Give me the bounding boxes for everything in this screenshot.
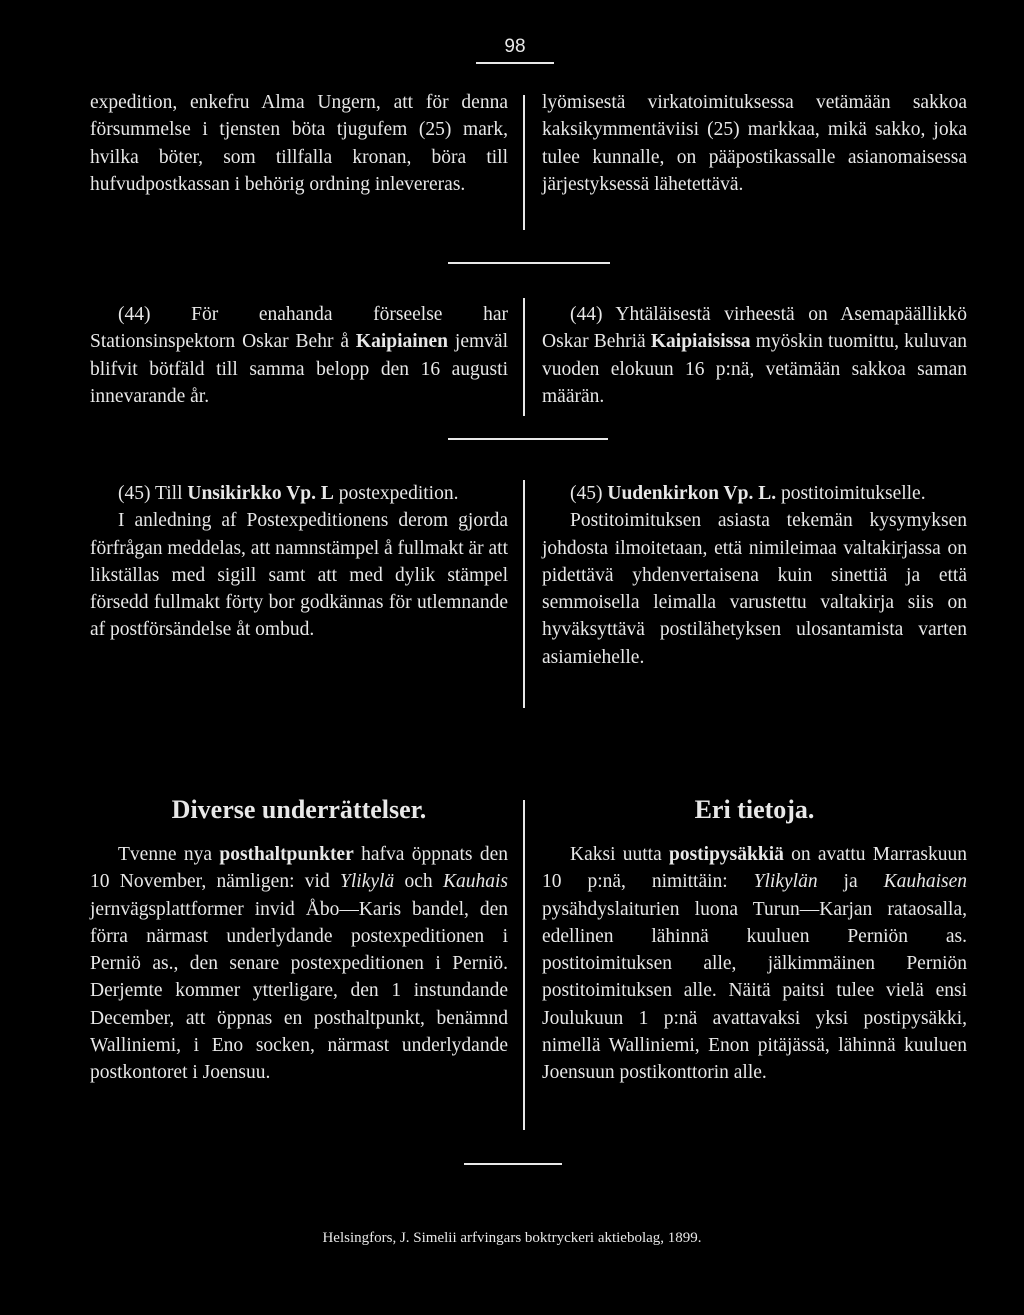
misc-fi	[542, 841, 967, 1087]
misc-sv-t3: hafva öppnats den 10 November, nämligen: vid	[90, 844, 508, 893]
misc-fi-place-2: Kauhaisen	[883, 871, 967, 893]
heading-sv: Diverse underrättelser.	[171, 795, 427, 824]
misc-sv	[90, 841, 508, 1087]
page-number-rule	[476, 62, 554, 64]
misc-sv-place-2: Kauhais	[443, 871, 509, 893]
section-45-sv-number: (45) Till	[118, 483, 188, 504]
vertical-divider-4	[523, 800, 525, 1130]
misc-fi-place-1: Ylikylän	[753, 871, 818, 893]
section-45-sv-title	[90, 480, 508, 507]
section-44-sv-lead: (44) För enahanda förseelse har Stationsinspektorn Oskar Behr å	[90, 304, 508, 353]
section-1-sv	[90, 89, 508, 198]
misc-sv-t5: och	[394, 871, 443, 893]
section-44-sv-place: Kaipiainen	[355, 331, 449, 353]
printer-footer: Helsingfors, J. Simelii arfvingars boktryckeri aktiebolag, 1899.	[322, 1230, 702, 1246]
section-1-fi	[542, 89, 967, 198]
misc-fi-t5: ja	[817, 871, 884, 893]
section-45-sv-title-text: Unsikirkko Vp. L	[187, 483, 334, 504]
section-44-sv-rest: jemväl blifvit bötfäld till samma belopp den 16 augusti innevarande år.	[90, 331, 508, 407]
misc-fi-text	[542, 841, 967, 1087]
section-44-fi-lead: (44) Yhtäläisestä virheestä on Asemapäällikkö Oskar Behriä	[542, 304, 967, 353]
section-44-fi	[542, 301, 967, 410]
misc-sv-text	[90, 841, 508, 1087]
section-45-fi-title-text: Uudenkirkon Vp. L.	[607, 483, 777, 504]
section-45-fi	[542, 480, 967, 671]
misc-fi-t3: on avattu Marraskuun 10 p:nä, nimittäin:	[542, 844, 967, 893]
section-44-fi-rest: myöskin tuomittu, kuluvan vuoden elokuun 16 p:nä, vetämään sakkoa saman määrän.	[542, 331, 967, 407]
misc-sv-bold-term: posthaltpunkter	[219, 844, 354, 865]
section-44-sv-text	[90, 301, 508, 410]
misc-sv-t7: jernvägsplattformer invid Åbo—Karis bandel, den förra närmast underlydande postexpeditionen i Perniö as., den senare postexpeditionen i Perniö. Derjemte kommer ytterligare, den 1 instundande December, att öppnas en posthaltpunkt, benämnd Walliniemi, i Eno socken, närmast underlydande postkontoret i Joensuu.	[90, 898, 508, 1084]
section-45-fi-body: Postitoimituksen asiasta tekemän kysymyksen johdosta ilmoitetaan, että nimileimaa valtakirjassa on pidettävä yhdenvertaisena kuin sinettiä ja että semmoisella leimalla varustettu valtakirja siis on hyväksyttävä postilähetyksen ulosantamista varten asiamiehelle.	[542, 510, 967, 668]
section-44-fi-place: Kaipiaisissa	[650, 331, 751, 353]
section-1-fi-text: lyömisestä virkatoimituksessa vetämään sakkoa kaksikymmentäviisi (25) markkaa, mikä sakko, joka tulee kunnalle, on pääpostikassalle asianomaisessa järjestyksessä lähetettävä.	[542, 92, 967, 195]
section-45-fi-title	[542, 480, 967, 507]
section-45-sv-body: I anledning af Postexpeditionens derom gjorda förfrågan meddelas, att namnstämpel å fullmakt är att likställas med sigill samt att med dylik stämpel försedd fullmakt förty bor godkännas för utlemnande af postförsändelse åt ombud.	[90, 510, 509, 641]
separator-rule-3	[464, 1163, 562, 1165]
section-45-sv	[90, 480, 508, 644]
section-45-fi-after-title: postitoimitukselle.	[776, 483, 926, 504]
vertical-divider-3	[523, 480, 525, 708]
page-number: 98	[504, 36, 526, 57]
vertical-divider-2	[523, 298, 525, 416]
separator-rule-1	[448, 262, 610, 264]
section-45-fi-number: (45)	[570, 483, 608, 504]
misc-fi-t7: pysähdyslaiturien luona Turun—Karjan rataosalla, edellinen lähinnä kuuluen Perniön as. postitoimituksen alle, jälkimmäinen Perniön postitoimituksen alle. Näitä paitsi tulee vielä ensi Joulukuun 1 p:nä avattavaksi yksi postipysäkki, nimellä Walliniemi, Enon pitäjässä, lähinnä kuuluen Joensuun postikonttorin alle.	[542, 898, 967, 1084]
section-44-sv	[90, 301, 508, 410]
separator-rule-2	[448, 438, 608, 440]
misc-sv-t1: Tvenne nya	[118, 844, 220, 865]
misc-fi-bold-term: postipysäkkiä	[668, 844, 784, 865]
section-45-sv-after-title: postexpedition.	[333, 483, 459, 504]
section-1-sv-text: expedition, enkefru Alma Ungern, att för denna försummelse i tjensten böta tjugufem (25) mark, hvilka böter, som tillfalla kronan, böra till hufvudpostkassan i behörig ordning inlevereras.	[90, 92, 508, 195]
heading-fi: Eri tietoja.	[694, 795, 815, 824]
vertical-divider-1	[523, 95, 525, 230]
section-44-fi-text	[542, 301, 967, 410]
misc-fi-t1: Kaksi uutta	[570, 844, 669, 865]
misc-sv-place-1: Ylikylä	[340, 871, 395, 893]
